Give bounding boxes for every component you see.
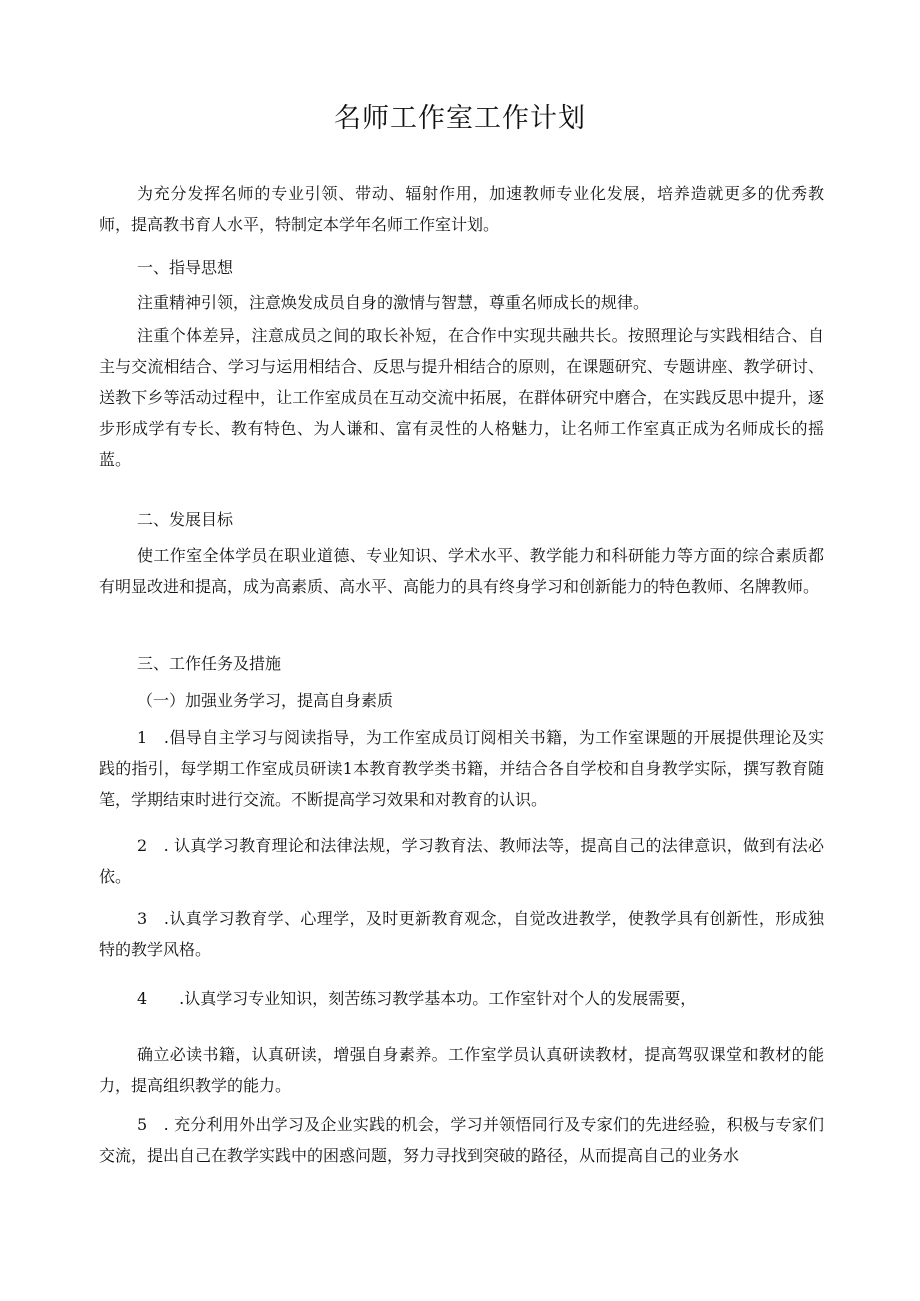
list-item-2: 2 . 认真学习教育理论和法律法规，学习教育法、教师法等，提高自己的法律意识，做到有法必依。 (99, 836, 824, 886)
subsection-heading-1: （一）加强业务学习，提高自身素质 (137, 691, 394, 710)
intro-paragraph: 为充分发挥名师的专业引领、带动、辐射作用，加速教师专业化发展，培养造就更多的优秀教师，提高教书育人水平，特制定本学年名师工作室计划。 (99, 184, 824, 234)
paragraph-guiding-2: 注重个体差异，注意成员之间的取长补短，在合作中实现共融共长。按照理论与实践相结合、自主与交流相结合、学习与运用相结合、反思与提升相结合的原则，在课题研究、专题讲座、教学研讨、送教下乡等活动过程中，让工作室成员在互动交流中拓展，在群体研究中磨合，在实践反思中提升，逐步形成学有专长、教有特色、为人谦和、富有灵性的人格魅力，让名师工作室真正成为名师成长的摇蓝。 (99, 326, 824, 469)
paragraph-guiding-1: 注重精神引领，注意焕发成员自身的激情与智慧，尊重名师成长的规律。 (137, 293, 650, 312)
section-heading-1: 一、指导思想 (137, 258, 234, 277)
list-item-4-continued: 确立必读书籍，认真研读，增强自身素养。工作室学员认真研读教材，提高驾驭课堂和教材的能力，提高组织教学的能力。 (99, 1045, 824, 1095)
paragraph-goals: 使工作室全体学员在职业道德、专业知识、学术水平、教学能力和科研能力等方面的综合素质都有明显改进和提高，成为高素质、高水平、高能力的具有终身学习和创新能力的特色教师、名牌教师。 (99, 546, 824, 596)
list-item-5: 5 . 充分利用外出学习及企业实践的机会，学习并领悟同行及专家们的先进经验，积极与专家们交流，提出自己在教学实践中的困惑问题，努力寻找到突破的路径，从而提高自己的业务水 (99, 1115, 824, 1165)
section-heading-3: 三、工作任务及措施 (137, 654, 282, 673)
document-title: 名师工作室工作计划 (334, 103, 586, 134)
list-item-4-first-line: 4 .认真学习专业知识，刻苦练习教学基本功。工作室针对个人的发展需要， (137, 989, 697, 1008)
list-item-1: 1 .倡导自主学习与阅读指导，为工作室成员订阅相关书籍，为工作室课题的开展提供理论及实践的指引，每学期工作室成员研读1本教育教学类书籍，并结合各自学校和自身教学实际，撰写教育随笔，学期结束时进行交流。不断提高学习效果和对教育的认识。 (99, 728, 824, 809)
section-heading-2: 二、发展目标 (137, 510, 234, 529)
list-item-3: 3 .认真学习教育学、心理学，及时更新教育观念，自觉改进教学，使教学具有创新性，形成独特的教学风格。 (99, 909, 824, 959)
